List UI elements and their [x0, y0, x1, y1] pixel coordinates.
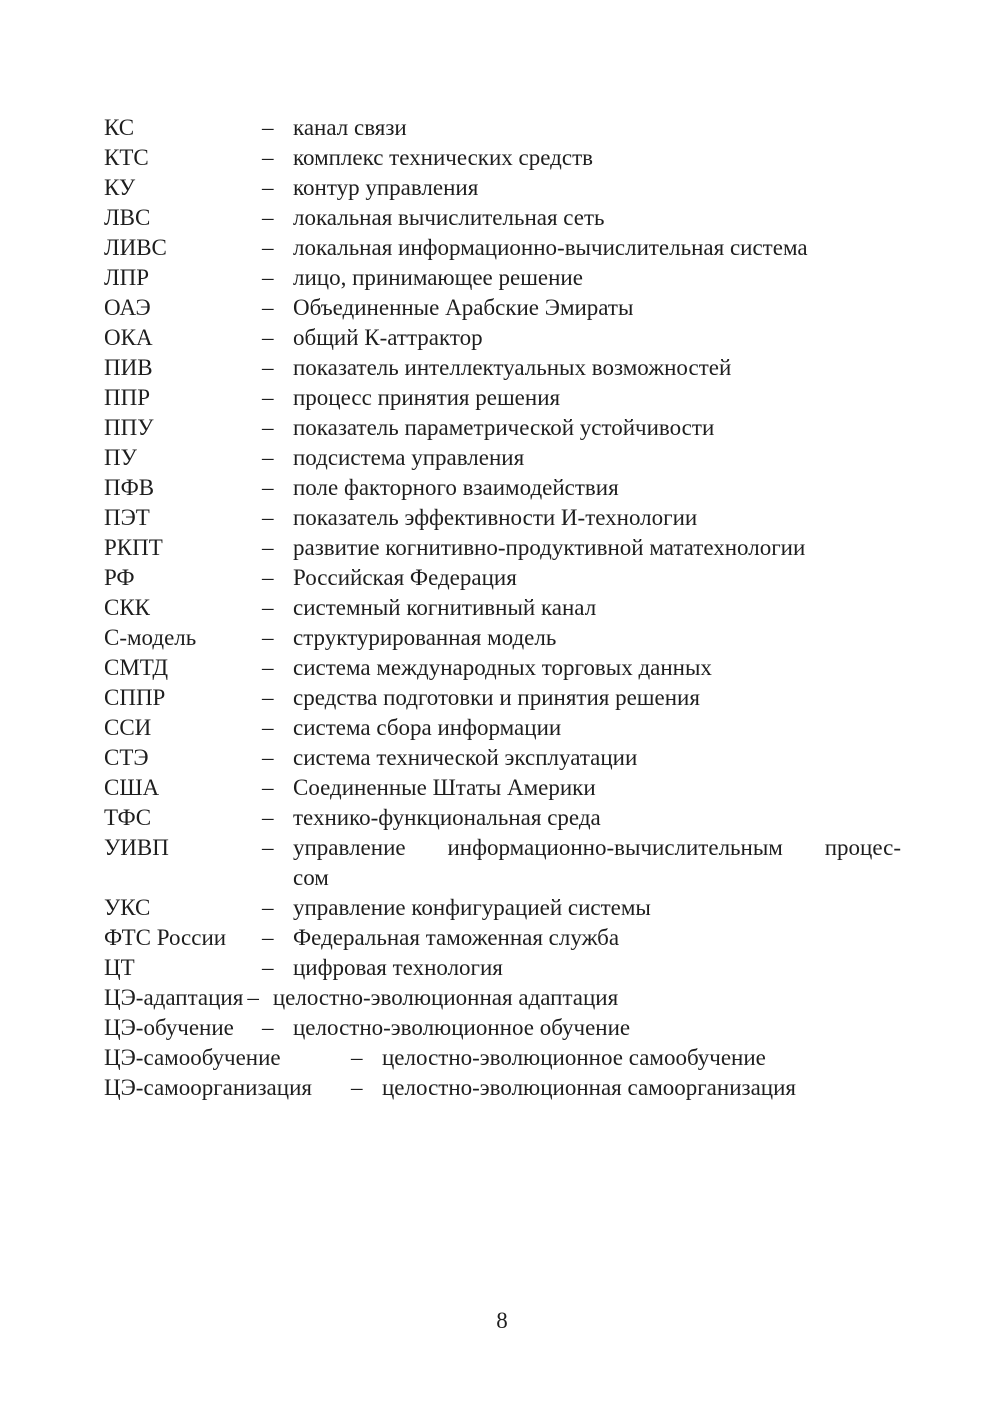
abbreviation-definition — [293, 833, 901, 893]
abbreviation-term: КС — [104, 115, 135, 140]
abbreviation-term: УКС — [104, 895, 151, 920]
abbreviation-definition: системный когнитивный канал — [293, 595, 597, 620]
abbreviation-term: ПИВ — [104, 355, 153, 380]
abbreviation-term: США — [104, 775, 160, 800]
dash-separator: – — [262, 535, 274, 560]
dash-separator: – — [262, 265, 274, 290]
dash-separator: – — [351, 1075, 363, 1100]
dash-separator: – — [262, 325, 274, 350]
abbreviation-term: С-модель — [104, 625, 197, 650]
abbreviation-definition: целостно-эволюционное самообучение — [382, 1045, 766, 1070]
abbreviation-definition: целостно-эволюционная адаптация — [272, 985, 619, 1010]
abbreviation-definition: Объединенные Арабские Эмираты — [293, 295, 634, 320]
definition-line-1 — [293, 833, 901, 863]
abbreviation-entry — [104, 773, 904, 803]
dash-separator: – — [262, 805, 274, 830]
abbreviation-definition: развитие когнитивно-продуктивной мататехнологии — [293, 535, 806, 560]
dash-separator: – — [262, 175, 274, 200]
abbreviation-entry — [104, 1043, 904, 1073]
dash-separator: – — [262, 595, 274, 620]
abbreviation-term: СКК — [104, 595, 151, 620]
dash-separator: – — [262, 205, 274, 230]
definition-line-2: сом — [293, 865, 329, 890]
abbreviation-entry — [104, 203, 904, 233]
dash-separator: – — [262, 505, 274, 530]
abbreviation-term: ОКА — [104, 325, 153, 350]
abbreviation-entry — [104, 713, 904, 743]
dash-separator: – — [351, 1045, 363, 1070]
abbreviation-definition: система международных торговых данных — [293, 655, 712, 680]
abbreviation-definition: Соединенные Штаты Америки — [293, 775, 596, 800]
abbreviation-entry — [104, 113, 904, 143]
abbreviation-entry — [104, 623, 904, 653]
abbreviation-term: РКПТ — [104, 535, 163, 560]
dash-separator: – — [262, 235, 274, 260]
abbreviation-entry — [104, 323, 904, 353]
abbreviation-definition: целостно-эволюционное обучение — [293, 1015, 631, 1040]
abbreviation-entry — [104, 983, 904, 1013]
abbreviation-entry — [104, 893, 904, 923]
dash-separator: – — [262, 955, 274, 980]
abbreviation-entry — [104, 833, 904, 893]
dash-separator: – — [262, 1015, 274, 1040]
abbreviation-definition: показатель параметрической устойчивости — [293, 415, 715, 440]
abbreviation-term: ЦЭ-адаптация — [104, 985, 244, 1010]
abbreviation-entry — [104, 503, 904, 533]
abbreviation-entry — [104, 173, 904, 203]
abbreviation-definition: подсистема управления — [293, 445, 525, 470]
abbreviation-term: СМТД — [104, 655, 169, 680]
abbreviation-definition: технико-функциональная среда — [293, 805, 601, 830]
abbreviation-entry — [104, 803, 904, 833]
abbreviation-definition: поле факторного взаимодействия — [293, 475, 619, 500]
abbreviation-term: ПЭТ — [104, 505, 150, 530]
abbreviation-definition: структурированная модель — [293, 625, 557, 650]
abbreviation-definition: общий К-аттрактор — [293, 325, 483, 350]
abbreviation-entry — [104, 563, 904, 593]
abbreviation-term: ССИ — [104, 715, 152, 740]
dash-separator: – — [262, 835, 274, 860]
abbreviation-entry — [104, 1073, 904, 1103]
dash-separator: – — [262, 415, 274, 440]
abbreviation-term: ФТС России — [104, 925, 227, 950]
dash-separator: – — [262, 295, 274, 320]
abbreviation-definition: показатель эффективности И-технологии — [293, 505, 698, 530]
abbreviation-term: УИВП — [104, 835, 169, 860]
dash-separator: – — [262, 745, 274, 770]
abbreviation-term: КТС — [104, 145, 149, 170]
abbreviation-definition: процесс принятия решения — [293, 385, 561, 410]
abbreviation-entry — [104, 143, 904, 173]
abbreviation-entry — [104, 263, 904, 293]
dash-separator: – — [262, 925, 274, 950]
abbreviation-term: ЛПР — [104, 265, 150, 290]
abbreviation-entry — [104, 293, 904, 323]
abbreviation-definition: локальная информационно-вычислительная система — [293, 235, 808, 260]
abbreviation-term: ПФВ — [104, 475, 155, 500]
abbreviation-entry — [104, 383, 904, 413]
abbreviation-term: СТЭ — [104, 745, 149, 770]
abbreviation-entry — [104, 1013, 904, 1043]
abbreviation-entry — [104, 683, 904, 713]
dash-separator: – — [262, 655, 274, 680]
abbreviation-term: КУ — [104, 175, 136, 200]
abbreviation-entry — [104, 413, 904, 443]
abbreviation-definition: комплекс технических средств — [293, 145, 593, 170]
abbreviation-term: ЦЭ-самоорганизация — [104, 1075, 312, 1100]
abbreviation-entry — [104, 533, 904, 563]
abbreviation-term: ЦЭ-самообучение — [104, 1045, 281, 1070]
dash-separator: – — [262, 685, 274, 710]
dash-separator: – — [262, 355, 274, 380]
abbreviation-definition: система технической эксплуатации — [293, 745, 638, 770]
abbreviation-definition: система сбора информации — [293, 715, 562, 740]
abbreviation-definition: контур управления — [293, 175, 479, 200]
abbreviation-term: ППР — [104, 385, 151, 410]
abbreviation-entry — [104, 653, 904, 683]
abbreviation-term: РФ — [104, 565, 135, 590]
abbreviation-entry — [104, 233, 904, 263]
abbreviation-definition: цифровая технология — [293, 955, 503, 980]
dash-separator: – — [262, 775, 274, 800]
dash-separator: – — [262, 625, 274, 650]
dash-separator: – — [262, 895, 274, 920]
abbreviation-list — [104, 113, 904, 1103]
abbreviation-term: СППР — [104, 685, 166, 710]
dash-separator: – — [262, 115, 274, 140]
abbreviation-definition: управление конфигурацией системы — [293, 895, 651, 920]
abbreviation-term: ЦЭ-обучение — [104, 1015, 234, 1040]
abbreviation-entry — [104, 443, 904, 473]
abbreviation-definition: лицо, принимающее решение — [293, 265, 583, 290]
abbreviation-entry — [104, 473, 904, 503]
abbreviation-term: ПУ — [104, 445, 137, 470]
abbreviation-term: ППУ — [104, 415, 154, 440]
abbreviation-definition: канал связи — [293, 115, 407, 140]
abbreviation-entry — [104, 953, 904, 983]
definition-word: информационно-вычислительным — [447, 835, 783, 860]
abbreviation-definition: Федеральная таможенная служба — [293, 925, 620, 950]
abbreviation-definition: средства подготовки и принятия решения — [293, 685, 700, 710]
abbreviation-term: ТФС — [104, 805, 152, 830]
dash-separator: – — [247, 985, 259, 1010]
dash-separator: – — [262, 445, 274, 470]
abbreviation-term: ОАЭ — [104, 295, 151, 320]
abbreviation-definition: Российская Федерация — [293, 565, 517, 590]
abbreviation-definition: локальная вычислительная сеть — [293, 205, 605, 230]
definition-word: процес- — [824, 835, 901, 860]
abbreviation-definition: показатель интеллектуальных возможностей — [293, 355, 732, 380]
abbreviation-entry — [104, 353, 904, 383]
dash-separator: – — [262, 385, 274, 410]
abbreviation-entry — [104, 593, 904, 623]
page-number: 8 — [496, 1308, 508, 1333]
dash-separator: – — [262, 565, 274, 590]
abbreviation-term: ЛВС — [104, 205, 151, 230]
abbreviation-term: ЛИВС — [104, 235, 167, 260]
abbreviation-entry — [104, 923, 904, 953]
dash-separator: – — [262, 715, 274, 740]
abbreviation-term: ЦТ — [104, 955, 135, 980]
abbreviation-entry — [104, 743, 904, 773]
definition-word: управление — [293, 835, 406, 860]
dash-separator: – — [262, 145, 274, 170]
abbreviation-definition: целостно-эволюционная самоорганизация — [382, 1075, 796, 1100]
dash-separator: – — [262, 475, 274, 500]
